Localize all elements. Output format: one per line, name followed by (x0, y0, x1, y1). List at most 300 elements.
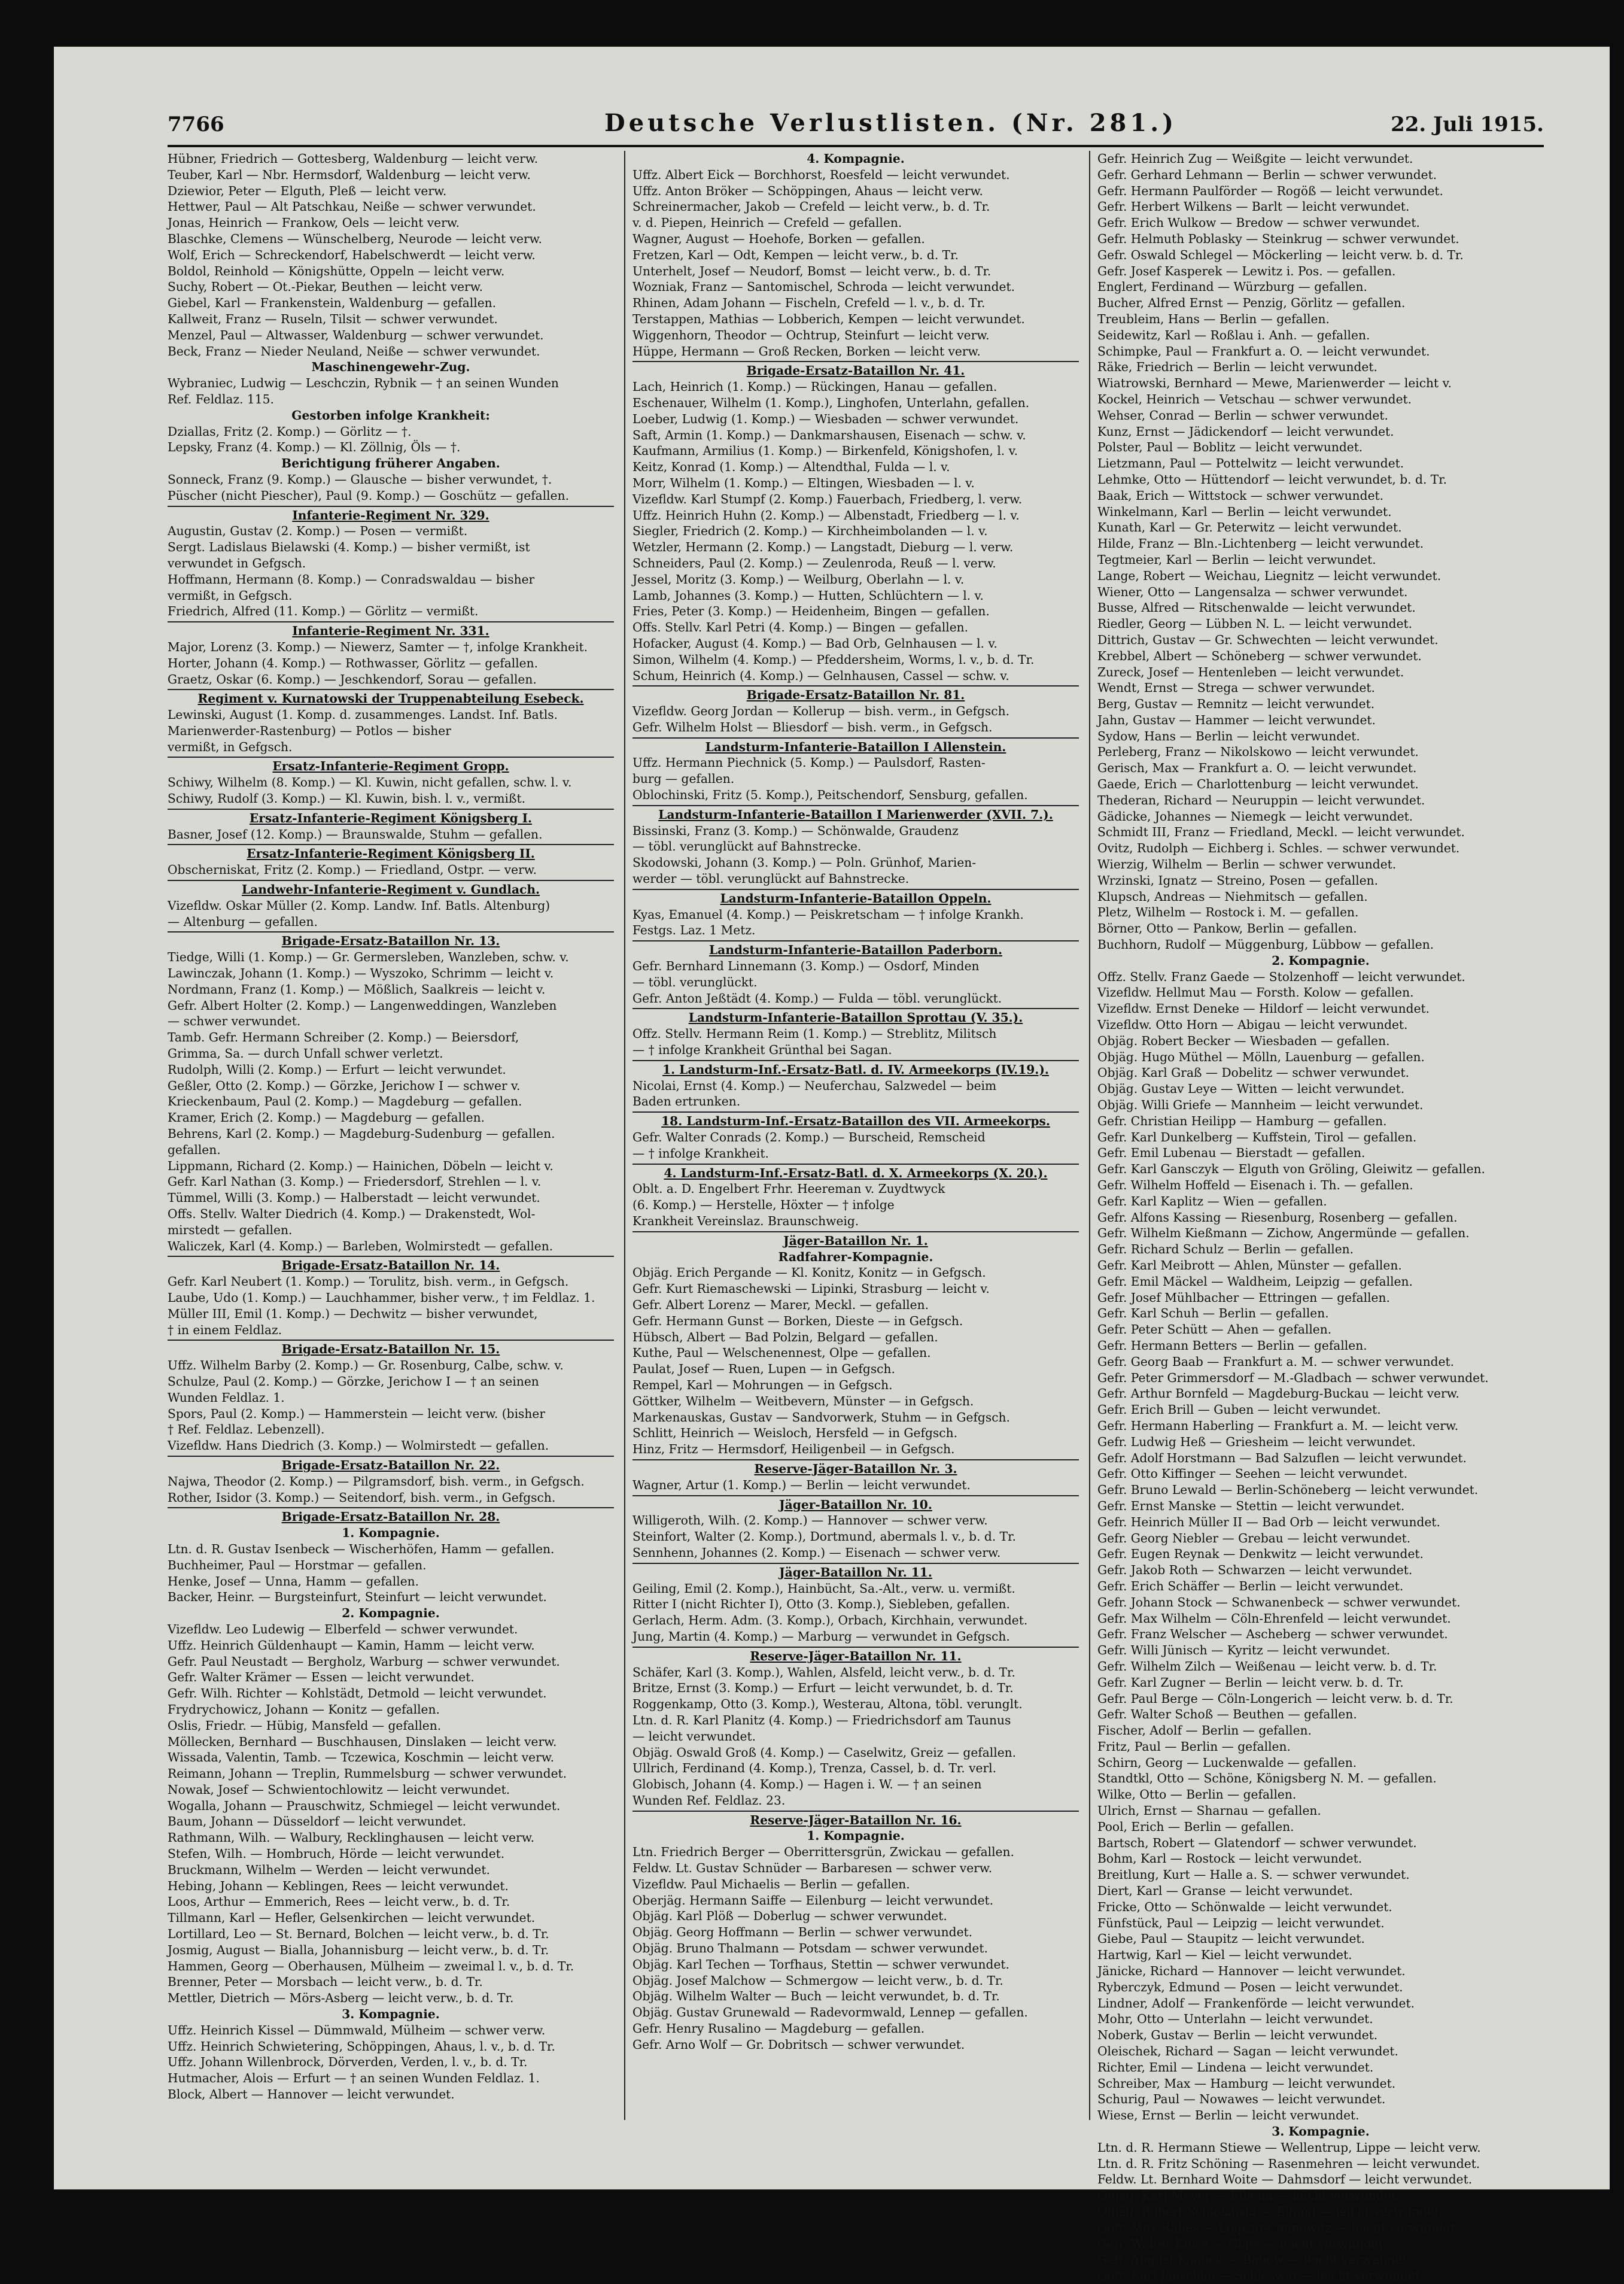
casualty-entry: Objäg. Karl Meyer — Elbena — leicht verwundet. (1097, 2188, 1400, 2203)
casualty-entry: Wolf, Erich — Schreckendorf, Habelschwerdt — leicht verw. (168, 247, 536, 262)
casualty-entry: Winkelmann, Karl — Berlin — leicht verwundet. (1097, 504, 1392, 519)
casualty-entry: Roggenkamp, Otto (3. Komp.), Westerau, Altona, töbl. verunglt. (632, 1697, 1023, 1712)
casualty-entry: Waliczek, Karl (4. Komp.) — Barleben, Wolmirstedt — gefallen. (168, 1238, 554, 1253)
casualty-entry: Gefr. Emil Mäckel — Waldheim, Leipzig — gefallen. (1097, 1274, 1413, 1289)
casualty-entry: Tillmann, Karl — Hefler, Gelsenkirchen — leicht verwundet. (168, 1911, 536, 1925)
casualty-entry: Objäg. Willi Griefe — Mannheim — leicht verwundet. (1097, 1098, 1424, 1113)
unit-heading: Brigade-Ersatz-Bataillon Nr. 22. (281, 1457, 500, 1472)
casualty-entry: Gefr. Karl Dunkelberg — Kuffstein, Tirol — gefallen. (1097, 1129, 1417, 1144)
casualty-entry: vermißt, in Gefgsch. (168, 739, 293, 754)
casualty-entry: Obscherniskat, Fritz (2. Komp.) — Friedland, Ostpr. — verw. (168, 862, 537, 877)
casualty-entry: Objäg. Karl Techen — Torfhaus, Stettin — schwer verwundet. (632, 1957, 1009, 1972)
casualty-entry: Uffz. Heinrich Kissel — Dümmwald, Mülheim — schwer verw. (168, 2022, 546, 2037)
casualty-entry: Steinfort, Walter (2. Komp.), Dortmund, abermals l. v., b. d. Tr. (632, 1529, 1016, 1544)
page-title: Deutsche Verlustlisten. (Nr. 281.) (604, 109, 1178, 137)
subheading: 1. Kompagnie. (342, 1526, 440, 1541)
unit-heading: Regiment v. Kurnatowski der Truppenabteilung Esebeck. (197, 691, 584, 706)
unit-heading: Infanterie-Regiment Nr. 329. (292, 508, 489, 523)
casualty-entry: Unterhelt, Josef — Neudorf, Bomst — leicht verw., b. d. Tr. (632, 263, 992, 278)
casualty-entry: Ltn. d. R. Fritz Schöning — Rasenmehren — leicht verwundet. (1097, 2156, 1480, 2171)
casualty-entry: Gefr. Anton Jeßtädt (4. Komp.) — Fulda — töbl. verunglückt. (632, 991, 1002, 1006)
casualty-entry: Wissada, Valentin, Tamb. — Tczewica, Koschmin — leicht verw. (168, 1750, 555, 1765)
casualty-entry: Gefr. Walter Krämer — Essen — leicht verwundet. (168, 1670, 475, 1685)
casualty-entry: Wetzler, Hermann (2. Komp.) — Langstadt, Dieburg — l. verw. (632, 540, 1014, 555)
casualty-entry: Fricke, Otto — Schönwalde — leicht verwundet. (1097, 1899, 1392, 1914)
section-rule (168, 880, 614, 881)
unit-heading: Brigade-Ersatz-Bataillon Nr. 15. (281, 1342, 500, 1357)
casualty-entry: Kunz, Ernst — Jädickendorf — leicht verwundet. (1097, 424, 1394, 439)
casualty-entry: Ltn. Friedrich Berger — Oberrittersgrün, Zwickau — gefallen. (632, 1845, 1014, 1860)
unit-heading: Infanterie-Regiment Nr. 331. (292, 624, 489, 639)
casualty-entry: Lawinczak, Johann (1. Komp.) — Wyszoko, Schrimm — leicht v. (168, 966, 554, 981)
casualty-entry: Gefr. Bruno Lewald — Berlin-Schöneberg — leicht verwundet. (1097, 1483, 1479, 1498)
casualty-entry: vermißt, in Gefgsch. (168, 588, 293, 603)
casualty-entry: Perleberg, Franz — Nikolskowo — leicht verwundet. (1097, 745, 1419, 760)
casualty-entry: Geßler, Otto (2. Komp.) — Görzke, Jerichow I — schwer v. (168, 1078, 521, 1093)
casualty-entry: Tiedge, Willi (1. Komp.) — Gr. Germersleben, Wanzleben, schw. v. (168, 950, 569, 965)
casualty-entry: Gefr. Wilhelm Hoffeld — Eisenach i. Th. — gefallen. (1097, 1178, 1413, 1192)
casualty-entry: Thederan, Richard — Neuruppin — leicht verwundet. (1097, 792, 1425, 807)
casualty-entry: Brenner, Peter — Morsbach — leicht verw., b. d. Tr. (168, 1975, 483, 1990)
casualty-entry: Gefr. Wilhelm Zilch — Weißenau — leicht verw. b. d. Tr. (1097, 1659, 1437, 1673)
casualty-entry: Kaufmann, Armilius (1. Komp.) — Birkenfeld, Königshofen, l. v. (632, 444, 1018, 458)
casualty-entry: Keitz, Konrad (1. Komp.) — Altendthal, Fulda — l. v. (632, 460, 950, 475)
casualty-entry: Schneiders, Paul (2. Komp.) — Zeulenroda, Reuß — l. verw. (632, 555, 996, 570)
casualty-entry: Wehser, Conrad — Berlin — schwer verwundet. (1097, 408, 1388, 423)
section-rule (632, 1164, 1079, 1165)
casualty-entry: Nicolai, Ernst (4. Komp.) — Neuferchau, Salzwedel — beim (632, 1078, 997, 1093)
subheading: Maschinengewehr-Zug. (311, 360, 470, 375)
casualty-entry: Reimann, Johann — Treplin, Rummelsburg — schwer verwundet. (168, 1766, 567, 1781)
casualty-entry: Menzel, Paul — Altwasser, Waldenburg — schwer verwundet. (168, 327, 544, 342)
casualty-entry: Gefr. Jakob Roth — Schwarzen — leicht verwundet. (1097, 1563, 1413, 1578)
casualty-entry: Gefr. Georg Baab — Frankfurt a. M. — schwer verwundet. (1097, 1354, 1455, 1369)
section-rule (168, 506, 614, 507)
casualty-entry: Gefr. Wilhelm Holst — Bliesdorf — bish. verm., in Gefgsch. (632, 719, 993, 734)
casualty-entry: Giebel, Karl — Frankenstein, Waldenburg — gefallen. (168, 296, 497, 311)
casualty-entry: Standtkl, Otto — Schöne, Königsberg N. M. — gefallen. (1097, 1771, 1437, 1786)
casualty-entry: Lietzmann, Paul — Pottelwitz — leicht verwundet. (1097, 456, 1404, 471)
casualty-entry: Busse, Alfred — Ritschenwalde — leicht verwundet. (1097, 600, 1416, 615)
casualty-entry: Wunden Feldlaz. 1. (168, 1390, 285, 1405)
casualty-entry: Berg, Gustav — Remnitz — leicht verwundet. (1097, 697, 1375, 712)
unit-heading: Jäger-Bataillon Nr. 1. (783, 1233, 928, 1248)
section-rule (168, 1456, 614, 1457)
casualty-entry: Tamb. Gefr. Hermann Schreiber (2. Komp.) — Beiersdorf, (168, 1030, 519, 1045)
issue-date: 22. Juli 1915. (1391, 113, 1544, 136)
casualty-entry: Gefr. Karl Zugner — Berlin — leicht verw. b. d. Tr. (1097, 1675, 1404, 1690)
header-rule (168, 145, 1544, 147)
casualty-entry: Hinz, Fritz — Hermsdorf, Heiligenbeil — in Gefgsch. (632, 1442, 955, 1457)
casualty-entry: Objäg. Karl Graß — Dobelitz — schwer verwundet. (1097, 1065, 1410, 1080)
subheading: 1. Kompagnie. (807, 1829, 905, 1843)
casualty-entry: Wiggenhorn, Theodor — Ochtrup, Steinfurt — leicht verw. (632, 327, 990, 342)
casualty-entry: Wogalla, Johann — Prauschwitz, Schmiegel — leicht verwundet. (168, 1798, 561, 1813)
casualty-entry: Laube, Udo (1. Komp.) — Lauchhammer, bisher verw., † im Feldlaz. 1. (168, 1290, 595, 1305)
section-rule (632, 685, 1079, 687)
casualty-entry: Gefr. Karl Gansczyk — Elguth von Gröling, Gleiwitz — gefallen. (1097, 1162, 1485, 1177)
casualty-entry: Jahn, Gustav — Hammer — leicht verwundet. (1097, 712, 1376, 727)
casualty-entry: Gefr. Ernst Manske — Stettin — leicht verwundet. (1097, 1498, 1405, 1513)
unit-heading: Reserve-Jäger-Bataillon Nr. 11. (750, 1648, 962, 1663)
subheading: 2. Kompagnie. (1272, 953, 1370, 968)
unit-heading: Reserve-Jäger-Bataillon Nr. 16. (750, 1812, 962, 1827)
casualty-entry: Wilke, Otto — Berlin — gefallen. (1097, 1787, 1297, 1802)
casualty-entry: Gefr. Emil Lubenau — Bierstadt — gefallen. (1097, 1146, 1366, 1161)
casualty-entry: Lamb, Johannes (3. Komp.) — Hutten, Schlüchtern — l. v. (632, 588, 984, 603)
casualty-entry: Vizefldw. Leo Ludewig — Elberfeld — schwer verwundet. (168, 1621, 518, 1636)
casualty-entry: v. d. Piepen, Heinrich — Crefeld — gefallen. (632, 215, 902, 230)
unit-heading: Brigade-Ersatz-Bataillon Nr. 28. (281, 1509, 500, 1524)
casualty-entry: Schäfer, Karl (3. Komp.), Wahlen, Alsfeld, leicht verw., b. d. Tr. (632, 1665, 1015, 1679)
casualty-entry: Simon, Wilhelm (4. Komp.) — Pfeddersheim, Worms, l. v., b. d. Tr. (632, 652, 1035, 667)
casualty-entry: Jonas, Heinrich — Frankow, Oels — leicht verw. (168, 215, 460, 230)
casualty-entry: Oberjäg. Hermann Saiffe — Eilenburg — leicht verwundet. (632, 1893, 994, 1908)
casualty-entry: — leicht verwundet. (632, 1729, 756, 1744)
casualty-entry: Gefr. Otto Kiffinger — Seehen — leicht verwundet. (1097, 1466, 1408, 1481)
casualty-entry: Vizefldw. Georg Jordan — Kollerup — bish. verm., in Gefgsch. (632, 704, 1010, 719)
casualty-entry: Najwa, Theodor (2. Komp.) — Pilgramsdorf, bish. verm., in Gefgsch. (168, 1474, 585, 1489)
section-rule (168, 809, 614, 810)
casualty-entry: Uffz. Hermann Piechnick (5. Komp.) — Paulsdorf, Rasten- (632, 755, 986, 770)
section-rule (632, 737, 1079, 739)
casualty-entry: Gefr. Wilhelm Kießmann — Zichow, Angermünde — gefallen. (1097, 1226, 1470, 1241)
casualty-entry: Schimpke, Paul — Frankfurt a. O. — leicht verwundet. (1097, 344, 1430, 359)
casualty-entry: Lippmann, Richard (2. Komp.) — Hainichen, Döbeln — leicht v. (168, 1158, 554, 1173)
casualty-entry: Gefr. Georg Niebler — Grebau — leicht verwundet. (1097, 1530, 1411, 1545)
casualty-entry: burg — gefallen. (632, 772, 735, 786)
casualty-entry: Hoffmann, Hermann (8. Komp.) — Conradswaldau — bisher (168, 572, 535, 587)
casualty-entry: Kyas, Emanuel (4. Komp.) — Peiskretscham — † infolge Krankh. (632, 907, 1024, 922)
casualty-entry: Feldw. Lt. Bernhard Woite — Dahmsdorf — leicht verwundet. (1097, 2172, 1473, 2187)
casualty-entry: Jessel, Moritz (3. Komp.) — Weilburg, Oberlahn — l. v. (632, 572, 965, 587)
casualty-entry: Rempel, Karl — Mohrungen — in Gefgsch. (632, 1377, 893, 1392)
unit-heading: Landsturm-Infanterie-Bataillon Paderborn. (708, 943, 1003, 958)
casualty-entry: Wiatrowski, Bernhard — Mewe, Marienwerder — leicht v. (1097, 376, 1452, 391)
casualty-entry: Gefr. Max Rabes — Leipzig-Connewitz — leicht verwundet. (1097, 2220, 1459, 2235)
section-rule (632, 805, 1079, 806)
casualty-entry: Willigeroth, Wilh. (2. Komp.) — Hannover — schwer verw. (632, 1513, 988, 1528)
casualty-entry: mirstedt — gefallen. (168, 1222, 293, 1237)
section-rule (168, 621, 614, 622)
casualty-entry: † in einem Feldlaz. (168, 1322, 282, 1337)
casualty-entry: Tegtmeier, Karl — Berlin — leicht verwundet. (1097, 552, 1376, 567)
casualty-entry: Oleischek, Richard — Sagan — leicht verwundet. (1097, 2044, 1398, 2059)
casualty-entry: Schiwy, Wilhelm (8. Komp.) — Kl. Kuwin, nicht gefallen, schw. l. v. (168, 775, 572, 790)
casualty-entry: Rudolph, Willi (2. Komp.) — Erfurt — leicht verwundet. (168, 1062, 506, 1077)
subheading: 2. Kompagnie. (342, 1606, 440, 1621)
section-rule (632, 940, 1079, 941)
casualty-entry: Dziewior, Peter — Elguth, Pleß — leicht verw. (168, 183, 447, 198)
casualty-entry: Hutmacher, Alois — Erfurt — † an seinen Wunden Feldlaz. 1. (168, 2071, 540, 2086)
column-divider (624, 151, 625, 2120)
casualty-entry: Uffz. Johann Willenbrock, Dörverden, Verden, l. v., b. d. Tr. (168, 2055, 528, 2070)
casualty-entry: Teuber, Karl — Nbr. Hermsdorf, Waldenburg — leicht verw. (168, 167, 531, 182)
casualty-entry: Objäg. Josef Malchow — Schmergow — leicht verw., b. d. Tr. (632, 1973, 1003, 1988)
casualty-entry: Vizefldw. Paul Michaelis — Berlin — gefallen. (632, 1876, 910, 1891)
casualty-entry: — töbl. verunglückt auf Bahnstrecke. (632, 839, 862, 854)
casualty-entry: Ref. Feldlaz. 115. (168, 391, 274, 406)
casualty-entry: Gefr. Hermann Betters — Berlin — gefallen. (1097, 1338, 1367, 1353)
casualty-entry: Wagner, August — Hoehofe, Borken — gefallen. (632, 231, 925, 246)
casualty-entry: Gefr. Ludwig Heß — Griesheim — leicht verwundet. (1097, 1434, 1416, 1449)
casualty-entry: Gefr. Arno Wolf — Gr. Dobritsch — schwer verwundet. (632, 2037, 965, 2052)
casualty-entry: Gefr. Paul Berge — Cöln-Longerich — leicht verw. b. d. Tr. (1097, 1691, 1453, 1706)
casualty-entry: Festgs. Laz. 1 Metz. (632, 923, 756, 938)
casualty-entry: (6. Komp.) — Herstelle, Höxter — † infolge (632, 1198, 895, 1213)
casualty-entry: Gefr. Christian Heilipp — Hamburg — gefallen. (1097, 1113, 1387, 1128)
section-rule (632, 1060, 1079, 1061)
casualty-entry: Gefr. Paul Neustadt — Bergholz, Warburg — schwer verwundet. (168, 1654, 560, 1669)
casualty-entry: Morr, Wilhelm (1. Komp.) — Eltingen, Wiesbaden — l. v. (632, 475, 975, 490)
casualty-entry: Krieckenbaum, Paul (2. Komp.) — Magdeburg — gefallen. (168, 1094, 522, 1109)
casualty-entry: Bucher, Alfred Ernst — Penzig, Görlitz — gefallen. (1097, 296, 1406, 311)
casualty-entry: Lepsky, Franz (4. Komp.) — Kl. Zöllnig, Öls — †. (168, 440, 461, 455)
casualty-entry: Objäg. Robert Schlosinski — Elbing — leicht verwundet. (1097, 2204, 1443, 2219)
casualty-entry: Schreiber, Max — Hamburg — leicht verwundet. (1097, 2076, 1396, 2091)
casualty-entry: Major, Lorenz (3. Komp.) — Niewerz, Samter — †, infolge Krankheit. (168, 639, 588, 654)
casualty-entry: Hammen, Georg — Oberhausen, Mülheim — zweimal l. v., b. d. Tr. (168, 1958, 574, 1973)
casualty-entry: Objäg. Erich Pergande — Kl. Konitz, Konitz — in Gefgsch. (632, 1265, 986, 1280)
casualty-entry: Objäg. Georg Hoffmann — Berlin — schwer verwundet. (632, 1925, 973, 1940)
casualty-entry: Schirn, Georg — Luckenwalde — gefallen. (1097, 1755, 1357, 1770)
casualty-entry: Dziallas, Fritz (2. Komp.) — Görlitz — †. (168, 424, 412, 439)
casualty-entry: Loos, Arthur — Emmerich, Rees — leicht verw., b. d. Tr. (168, 1894, 510, 1909)
casualty-entry: Marienwerder-Rastenburg) — Potlos — bisher (168, 723, 451, 738)
casualty-entry: Gefr. Oswald Schlegel — Möckerling — leicht verw. b. d. Tr. (1097, 247, 1464, 262)
casualty-entry: Uffz. Wilhelm Barby (2. Komp.) — Gr. Rosenburg, Calbe, schw. v. (168, 1358, 564, 1373)
casualty-entry: Geiling, Emil (2. Komp.), Hainbücht, Sa.-Alt., verw. u. vermißt. (632, 1581, 1015, 1596)
casualty-entry: Gefr. Karl Kaplitz — Wien — gefallen. (1097, 1193, 1327, 1208)
casualty-entry: Gerisch, Max — Frankfurt a. O. — leicht verwundet. (1097, 761, 1417, 776)
casualty-entry: Britze, Ernst (3. Komp.) — Erfurt — leicht verwundet, b. d. Tr. (632, 1681, 1014, 1696)
casualty-entry: Rathmann, Wilh. — Walbury, Recklinghausen — leicht verw. (168, 1830, 535, 1845)
casualty-entry: Möllecken, Bernhard — Buschhausen, Dinslaken — leicht verw. (168, 1734, 557, 1749)
casualty-entry: Gefr. Arthur Bornfeld — Magdeburg-Buckau — leicht verw. (1097, 1386, 1459, 1401)
casualty-entry: Oblt. a. D. Engelbert Frhr. Heereman v. Zuydtwyck (632, 1182, 945, 1196)
casualty-entry: Gefr. Karl Jaeschke — Schleswig — leicht verwundet. (1097, 2268, 1424, 2283)
casualty-entry: Sonneck, Franz (9. Komp.) — Glausche — bisher verwundet, †. (168, 472, 552, 487)
casualty-entry: Nowak, Josef — Schwientochlowitz — leicht verwundet. (168, 1782, 510, 1797)
casualty-entry: Riedler, Georg — Lübben N. L. — leicht verwundet. (1097, 616, 1413, 631)
casualty-entry: werder — töbl. verunglückt auf Bahnstrecke. (632, 871, 910, 886)
casualty-entry: Ritter I (nicht Richter I), Otto (3. Komp.), Siebleben, gefallen. (632, 1597, 1010, 1612)
section-rule (632, 1459, 1079, 1460)
casualty-entry: Lach, Heinrich (1. Komp.) — Rückingen, Hanau — gefallen. (632, 379, 997, 394)
section-rule (632, 361, 1079, 362)
casualty-entry: Vizefldw. Karl Stumpf (2. Komp.) Fauerbach, Friedberg, l. verw. (632, 491, 1023, 506)
section-rule (632, 1231, 1079, 1232)
casualty-entry: Hettwer, Paul — Alt Patschkau, Neiße — schwer verwundet. (168, 199, 536, 214)
casualty-entry: Krankheit Vereinslaz. Braunschweig. (632, 1214, 859, 1228)
casualty-entry: Lewinski, August (1. Komp. d. zusammenges. Landst. Inf. Batls. (168, 707, 558, 722)
casualty-entry: Stefen, Wilh. — Hombruch, Hörde — leicht verwundet. (168, 1846, 505, 1861)
unit-heading: Brigade-Ersatz-Bataillon Nr. 14. (281, 1258, 500, 1273)
casualty-entry: Objäg. Bruno Thalmann — Potsdam — schwer verwundet. (632, 1941, 988, 1956)
casualty-entry: Gefr. Peter Schütt — Ahen — gefallen. (1097, 1322, 1332, 1337)
casualty-entry: Tümmel, Willi (3. Komp.) — Halberstadt — leicht verwundet. (168, 1190, 540, 1205)
casualty-entry: Ulrich, Ernst — Sharnau — gefallen. (1097, 1803, 1321, 1818)
unit-heading: Brigade-Ersatz-Bataillon Nr. 41. (746, 363, 965, 378)
casualty-entry: Vizefldw. Ernst Deneke — Hildorf — leicht verwundet. (1097, 1001, 1430, 1016)
casualty-entry: gefallen. (168, 1142, 221, 1157)
casualty-entry: Objäg. Gustav Leye — Witten — leicht verwundet. (1097, 1082, 1405, 1097)
casualty-entry: — töbl. verunglückt. (632, 974, 758, 989)
unit-heading: Brigade-Ersatz-Bataillon Nr. 81. (746, 688, 965, 703)
casualty-entry: Hübsch, Albert — Bad Polzin, Belgard — gefallen. (632, 1329, 938, 1344)
casualty-entry: Wagner, Artur (1. Komp.) — Berlin — leicht verwundet. (632, 1477, 971, 1492)
casualty-entry: Gefr. Hermann Haberling — Frankfurt a. M. — leicht verw. (1097, 1418, 1459, 1433)
casualty-entry: Rhinen, Adam Johann — Fischeln, Crefeld — l. v., b. d. Tr. (632, 296, 986, 311)
casualty-entry: Sennhenn, Johannes (2. Komp.) — Eisenach — schwer verw. (632, 1545, 1001, 1560)
casualty-entry: Schlitt, Heinrich — Weisloch, Hersfeld — in Gefgsch. (632, 1426, 957, 1441)
casualty-entry: Gefr. Heinrich Zug — Weißgite — leicht verwundet. (1097, 151, 1413, 166)
casualty-entry: Bartsch, Robert — Glatendorf — schwer verwundet. (1097, 1835, 1417, 1850)
casualty-entry: Skodowski, Johann (3. Komp.) — Poln. Grünhof, Marien- (632, 855, 977, 870)
casualty-entry: Kockel, Heinrich — Vetschau — schwer verwundet. (1097, 391, 1412, 406)
casualty-entry: Offz. Stellv. Franz Gaede — Stolzenhoff — leicht verwundet. (1097, 969, 1465, 984)
casualty-entry: Ltn. d. R. Gustav Isenbeck — Wischerhöfen, Hamm — gefallen. (168, 1541, 555, 1556)
casualty-entry: Frydrychowicz, Johann — Konitz — gefallen. (168, 1702, 440, 1717)
unit-heading: Landwehr-Infanterie-Regiment v. Gundlach. (241, 882, 540, 897)
casualty-entry: verwundet in Gefgsch. (168, 555, 306, 570)
casualty-entry: Buchheimer, Paul — Horstmar — gefallen. (168, 1557, 427, 1572)
casualty-entry: Vizefldw. Oskar Müller (2. Komp. Landw. Inf. Batls. Altenburg) (168, 898, 551, 913)
casualty-entry: Vizefldw. Hans Diedrich (3. Komp.) — Wolmirstedt — gefallen. (168, 1438, 549, 1453)
subheading: 4. Kompagnie. (807, 151, 905, 166)
casualty-entry: Gefr. Erich Brill — Guben — leicht verwundet. (1097, 1402, 1381, 1417)
column-divider (1089, 151, 1090, 2120)
casualty-entry: Gefr. Adolf Horstmann — Bad Salzuflen — leicht verwundet. (1097, 1450, 1467, 1465)
casualty-entry: Diert, Karl — Granse — leicht verwundet. (1097, 1884, 1353, 1899)
casualty-entry: — schwer verwundet. (168, 1014, 301, 1029)
casualty-entry: Wierzig, Wilhelm — Berlin — schwer verwundet. (1097, 857, 1397, 872)
casualty-entry: Mohr, Otto — Unterlahn — leicht verwundet. (1097, 2012, 1373, 2027)
casualty-entry: Loeber, Ludwig (1. Komp.) — Wiesbaden — schwer verwundet. (632, 411, 1019, 426)
section-rule (168, 1256, 614, 1257)
casualty-entry: Wiener, Otto — Langensalza — schwer verwundet. (1097, 584, 1408, 599)
casualty-entry: Kallweit, Franz — Ruseln, Tilsit — schwer verwundet. (168, 311, 498, 326)
subheading: Gestorben infolge Krankheit: (291, 408, 490, 423)
casualty-entry: Vizefldw. Otto Horn — Abigau — leicht verwundet. (1097, 1018, 1408, 1032)
casualty-entry: Gefr. Peter Grimmersdorf — M.-Gladbach — schwer verwundet. (1097, 1370, 1489, 1385)
casualty-entry: Markenauskas, Gustav — Sandvorwerk, Stuhm — in Gefgsch. (632, 1410, 1010, 1425)
casualty-entry: Sydow, Hans — Berlin — leicht verwundet. (1097, 728, 1360, 743)
casualty-entry: Friedrich, Alfred (11. Komp.) — Görlitz — vermißt. (168, 604, 479, 619)
casualty-entry: Objäg. Oswald Groß (4. Komp.) — Caselwitz, Greiz — gefallen. (632, 1745, 1017, 1760)
casualty-entry: Göttker, Wilhelm — Weitbevern, Münster — in Gefgsch. (632, 1393, 974, 1408)
casualty-entry: Oblochinski, Fritz (5. Komp.), Peitschendorf, Sensburg, gefallen. (632, 788, 1028, 803)
casualty-entry: Feldw. Lt. Gustav Schnüder — Barbaresen — schwer verw. (632, 1861, 993, 1876)
casualty-entry: Gerlach, Herm. Adm. (3. Komp.), Orbach, Kirchhain, verwundet. (632, 1613, 1028, 1628)
casualty-entry: Mettler, Dietrich — Mörs-Asberg — leicht verw., b. d. Tr. (168, 1991, 514, 2006)
section-rule (168, 1340, 614, 1341)
casualty-entry: Offs. Stellv. Karl Petri (4. Komp.) — Bingen — gefallen. (632, 620, 969, 635)
casualty-entry: Bruckmann, Wilhelm — Werden — leicht verwundet. (168, 1862, 490, 1877)
casualty-entry: Sergt. Ladislaus Bielawski (4. Komp.) — bisher vermißt, ist (168, 540, 530, 555)
unit-heading: Jäger-Bataillon Nr. 10. (779, 1497, 932, 1512)
casualty-entry: Ullrich, Ferdinand (4. Komp.), Trenza, Cassel, b. d. Tr. verl. (632, 1761, 996, 1776)
casualty-entry: Pool, Erich — Berlin — gefallen. (1097, 1819, 1294, 1834)
casualty-entry: Noberk, Gustav — Berlin — leicht verwundet. (1097, 2028, 1378, 2043)
casualty-entry: Objäg. Wilhelm Walter — Buch — leicht verwundet, b. d. Tr. (632, 1989, 1000, 2004)
casualty-entry: Baden ertrunken. (632, 1094, 741, 1109)
casualty-entry: Eschenauer, Wilhelm (1. Komp.), Linghofen, Unterlahn, gefallen. (632, 395, 1030, 410)
casualty-entry: Börner, Otto — Pankow, Berlin — gefallen. (1097, 921, 1357, 936)
casualty-entry: Krebbel, Albert — Schöneberg — schwer verwundet. (1097, 648, 1422, 663)
casualty-entry: Gefr. Max Wilhelm — Cöln-Ehrenfeld — leicht verwundet. (1097, 1611, 1451, 1626)
casualty-entry: Wrzinski, Ignatz — Streino, Posen — gefallen. (1097, 873, 1379, 888)
column-1 (168, 151, 614, 2120)
casualty-entry: Lortillard, Leo — St. Bernard, Bolchen — leicht verw., b. d. Tr. (168, 1927, 549, 1942)
casualty-entry: Offs. Stellv. Walter Diedrich (4. Komp.) — Drakenstedt, Wol- (168, 1207, 536, 1221)
section-rule (168, 757, 614, 758)
casualty-entry: Objäg. Gustav Grunewald — Radevormwald, Lennep — gefallen. (632, 2005, 1028, 2020)
casualty-entry: Behrens, Karl (2. Komp.) — Magdeburg-Sudenburg — gefallen. (168, 1126, 555, 1141)
casualty-entry: Offz. Stellv. Hermann Reim (1. Komp.) — Streblitz, Militsch (632, 1026, 997, 1041)
casualty-entry: Gefr. Johann Stock — Schwanenbeck — schwer verwundet. (1097, 1594, 1461, 1609)
unit-heading: Landsturm-Infanterie-Bataillon I Allenstein. (705, 739, 1006, 754)
casualty-entry: Lange, Robert — Weichau, Liegnitz — leicht verwundet. (1097, 568, 1441, 583)
casualty-entry: Fretzen, Karl — Odt, Kempen — leicht verw., b. d. Tr. (632, 247, 959, 262)
casualty-entry: Gefr. Bernhard Linnemann (3. Komp.) — Osdorf, Minden (632, 959, 980, 974)
casualty-entry: Block, Albert — Hannover — leicht verwundet. (168, 2087, 455, 2102)
casualty-entry: Backer, Heinr. — Burgsteinfurt, Steinfurt — leicht verwundet. (168, 1590, 547, 1605)
casualty-entry: Giebe, Paul — Staupitz — leicht verwundet. (1097, 1931, 1365, 1946)
unit-heading: Ersatz-Infanterie-Regiment Gropp. (272, 759, 509, 774)
unit-heading: 1. Landsturm-Inf.-Ersatz-Batl. d. IV. Armeekorps (IV.19.). (662, 1062, 1049, 1077)
section-rule (632, 1495, 1079, 1496)
casualty-entry: — Altenburg — gefallen. (168, 914, 318, 929)
section-rule (632, 889, 1079, 890)
casualty-entry: Gefr. Josef Mühlbacher — Ettringen — gefallen. (1097, 1290, 1390, 1305)
casualty-entry: Wybraniec, Ludwig — Leschczin, Rybnik — † an seinen Wunden (168, 376, 559, 391)
casualty-entry: Gefr. Walter Schoß — Beuthen — gefallen. (1097, 1707, 1357, 1722)
unit-heading: Jäger-Bataillon Nr. 11. (779, 1565, 932, 1580)
casualty-entry: Objäg. Hugo Müthel — Mölln, Lauenburg — gefallen. (1097, 1049, 1425, 1064)
casualty-entry: Wozniak, Franz — Santomischel, Schroda — leicht verwundet. (632, 280, 1015, 294)
casualty-entry: Polster, Paul — Boblitz — leicht verwundet. (1097, 440, 1363, 455)
casualty-entry: Ovitz, Rudolph — Eichberg i. Schles. — schwer verwundet. (1097, 841, 1460, 856)
casualty-entry: Paulat, Josef — Ruen, Lupen — in Gefgsch. (632, 1362, 895, 1377)
casualty-entry: Schulze, Paul (2. Komp.) — Görzke, Jerichow I — † an seinen (168, 1374, 539, 1389)
casualty-entry: Uffz. Anton Bröker — Schöppingen, Ahaus — leicht verw. (632, 183, 983, 198)
casualty-entry: Klupsch, Andreas — Niehmitsch — gefallen. (1097, 889, 1368, 904)
casualty-entry: Fischer, Adolf — Berlin — gefallen. (1097, 1723, 1312, 1738)
casualty-entry: Spors, Paul (2. Komp.) — Hammerstein — leicht verw. (bisher (168, 1406, 546, 1421)
casualty-entry: Baak, Erich — Wittstock — schwer verwundet. (1097, 488, 1384, 503)
unit-heading: Ersatz-Infanterie-Regiment Königsberg I. (249, 810, 533, 825)
section-rule (632, 1563, 1079, 1564)
casualty-entry: Suchy, Robert — Ot.-Piekar, Beuthen — leicht verw. (168, 280, 483, 294)
casualty-entry: Hebing, Johann — Keblingen, Rees — leicht verwundet. (168, 1878, 509, 1893)
unit-heading: Brigade-Ersatz-Bataillon Nr. 13. (281, 934, 500, 949)
casualty-entry: † Ref. Feldlaz. Lebenzell). (168, 1422, 325, 1437)
unit-heading: Reserve-Jäger-Bataillon Nr. 3. (754, 1461, 957, 1476)
casualty-entry: Uffz. Heinrich Schwietering, Schöppingen, Ahaus, l. v., b. d. Tr. (168, 2039, 555, 2054)
casualty-entry: Uffz. Heinrich Huhn (2. Komp.) — Albenstadt, Friedberg — l. v. (632, 508, 1020, 523)
casualty-entry: Buchhorn, Rudolf — Müggenburg, Lübbow — gefallen. (1097, 937, 1434, 952)
casualty-entry: Gefr. Walter Conrads (2. Komp.) — Burscheid, Remscheid (632, 1130, 986, 1145)
casualty-entry: Saft, Armin (1. Komp.) — Dankmarshausen, Eisenach — schw. v. (632, 427, 1026, 442)
casualty-entry: Wunden Ref. Feldlaz. 23. (632, 1793, 786, 1808)
casualty-entry: Wendt, Ernst — Strega — schwer verwundet. (1097, 681, 1375, 695)
casualty-entry: Gefr. Herbert Wilkens — Barlt — leicht verwundet. (1097, 199, 1410, 214)
subheading: Radfahrer-Kompagnie. (778, 1249, 933, 1264)
casualty-entry: Objäg. Robert Becker — Wiesbaden — gefallen. (1097, 1033, 1390, 1048)
casualty-entry: Richter, Emil — Lindena — leicht verwundet. (1097, 2060, 1374, 2075)
section-rule (168, 931, 614, 933)
